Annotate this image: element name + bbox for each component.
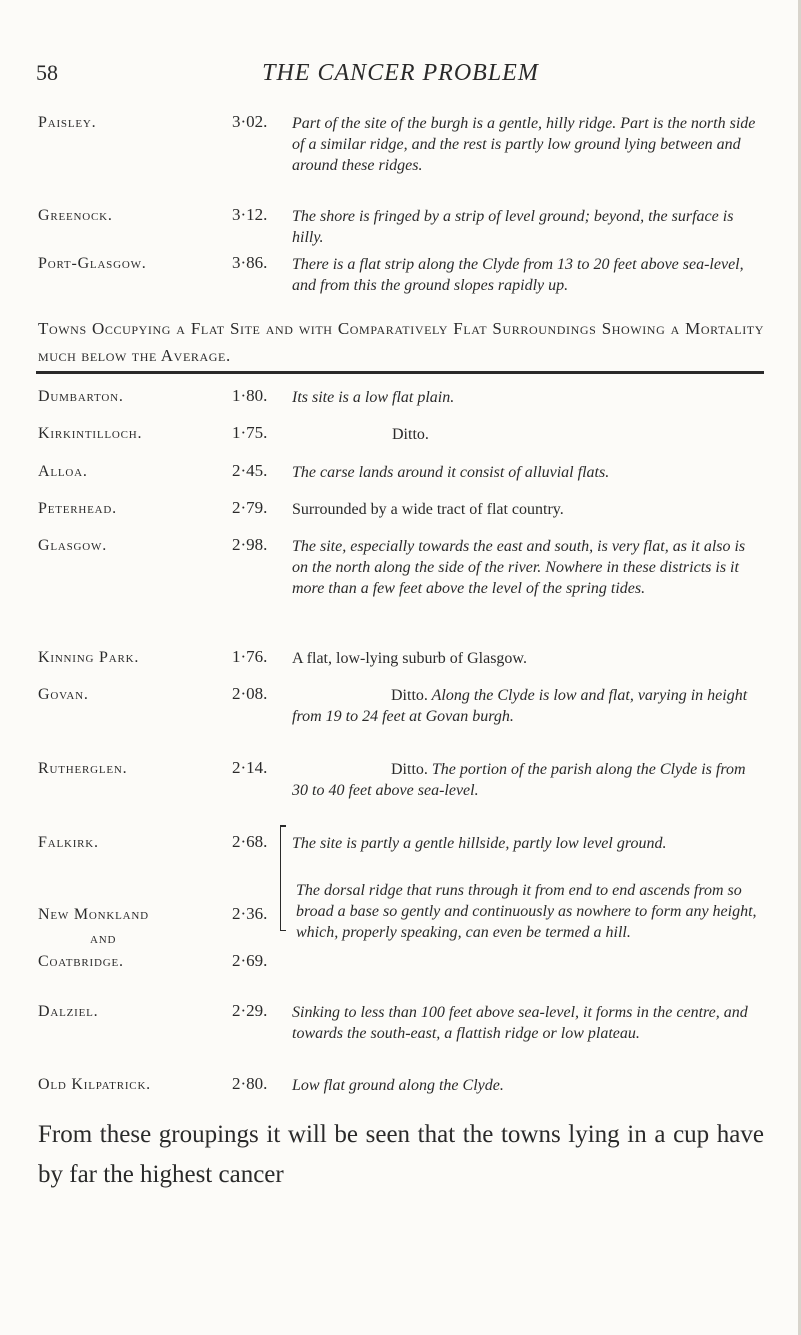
town-name: Alloa.: [38, 463, 88, 480]
town-name: Greenock.: [38, 207, 113, 224]
mortality-rate: 2·45.: [232, 461, 268, 480]
town-name: Dumbarton.: [38, 388, 124, 405]
mortality-rate: 3·12.: [232, 205, 268, 224]
town-name: Govan.: [38, 686, 89, 703]
running-title: THE CANCER PROBLEM: [262, 60, 539, 86]
mortality-rate: 3·86.: [232, 253, 268, 272]
site-description: The dorsal ridge that runs through it from end to end ascends from so broad a base so gently and continuously as nowhere to form any height, which, properly speaking, can even be termed a hill.: [296, 882, 757, 941]
ditto-text: Ditto.: [392, 426, 429, 443]
ditto-text: Ditto.: [391, 687, 428, 704]
mortality-rate: 2·14.: [232, 758, 268, 777]
town-name-conjunction: and: [90, 930, 117, 947]
site-description-text: The portion of the parish along the Clyde is from 30 to 40 feet above sea-level.: [292, 761, 746, 799]
mortality-rate: 1·76.: [232, 647, 268, 666]
site-description: The site, especially towards the east and south, is very flat, as it also is on the north along the side of the river. Nowhere in these districts is it more than a few feet above the level of the spring tides.: [292, 538, 746, 597]
site-description: The carse lands around it consist of alluvial flats.: [292, 464, 610, 481]
town-name: Falkirk.: [38, 834, 99, 851]
site-description: The site is partly a gentle hillside, partly low level ground.: [292, 835, 667, 852]
mortality-rate: 2·36.: [232, 904, 268, 923]
town-name: New Monkland: [38, 906, 149, 923]
town-name: Port-Glasgow.: [38, 255, 147, 272]
site-description: There is a flat strip along the Clyde from 13 to 20 feet above sea-level, and from this the ground slopes rapidly up.: [292, 256, 744, 294]
mortality-rate: 2·29.: [232, 1001, 268, 1020]
section-heading: Towns Occupying a Flat Site and with Comparatively Flat Surroundings Showing a Mortality much below the Average.: [38, 319, 764, 365]
site-description-text: Along the Clyde is low and flat, varying in height from 19 to 24 feet at Govan burgh.: [292, 687, 748, 725]
town-name: Glasgow.: [38, 537, 108, 554]
town-name: Paisley.: [38, 114, 97, 131]
body-paragraph: From these groupings it will be seen that the towns lying in a cup have by far the highest cancer: [38, 1121, 764, 1188]
mortality-rate: 2·69.: [232, 951, 268, 970]
town-name: Rutherglen.: [38, 760, 128, 777]
mortality-rate: 2·08.: [232, 684, 268, 703]
mortality-rate: 1·75.: [232, 423, 268, 442]
town-name: Kinning Park.: [38, 649, 140, 666]
bracket: [280, 825, 291, 931]
town-name: Old Kilpatrick.: [38, 1076, 151, 1093]
mortality-rate: 2·98.: [232, 535, 268, 554]
site-description: The shore is fringed by a strip of level ground; beyond, the surface is hilly.: [292, 208, 734, 246]
site-description: Sinking to less than 100 feet above sea-level, it forms in the centre, and towards the south-east, a flattish ridge or low plateau.: [292, 1004, 748, 1042]
page-number: 58: [36, 60, 58, 85]
mortality-rate: 2·80.: [232, 1074, 268, 1093]
section-rule: [36, 371, 764, 374]
mortality-rate: 2·68.: [232, 832, 268, 851]
site-description: Low flat ground along the Clyde.: [292, 1077, 504, 1094]
town-name: Coatbridge.: [38, 953, 124, 970]
town-name: Peterhead.: [38, 500, 117, 517]
mortality-rate: 3·02.: [232, 112, 268, 131]
town-name: Kirkintilloch.: [38, 425, 143, 442]
site-description: Surrounded by a wide tract of flat country.: [292, 501, 564, 518]
town-name: Dalziel.: [38, 1003, 99, 1020]
site-description: [292, 685, 762, 727]
site-description: A flat, low-lying suburb of Glasgow.: [292, 650, 527, 667]
mortality-rate: 2·79.: [232, 498, 268, 517]
site-description: Part of the site of the burgh is a gentle, hilly ridge. Part is the north side of a similar ridge, and the rest is partly low ground lying between and around these ridges.: [292, 115, 756, 174]
ditto-text: Ditto.: [391, 761, 428, 778]
site-description: Its site is a low flat plain.: [292, 389, 455, 406]
mortality-rate: 1·80.: [232, 386, 268, 405]
site-description: [292, 759, 762, 801]
